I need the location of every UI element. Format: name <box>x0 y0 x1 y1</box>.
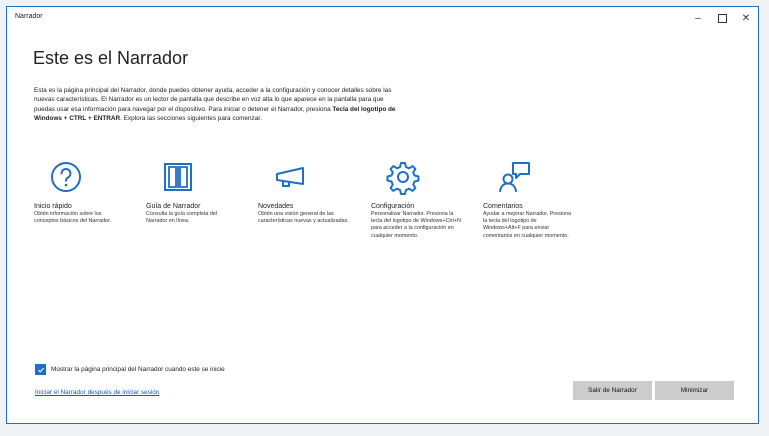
show-home-on-start-option <box>35 364 225 375</box>
feature-title: Configuración <box>371 203 415 210</box>
feature-whats-new[interactable] <box>258 157 350 225</box>
question-circle-icon <box>46 157 86 197</box>
feature-quick-start[interactable] <box>34 157 126 225</box>
show-home-checkbox-label: Mostrar la página principal del Narrador cuando este se inicie <box>51 366 225 373</box>
feature-title: Comentarios <box>483 203 523 210</box>
page-title: Este es el Narrador <box>33 48 189 68</box>
feature-title: Guía de Narrador <box>146 203 201 210</box>
close-icon: ✕ <box>741 12 751 24</box>
minimize-icon: – <box>695 12 701 24</box>
feature-feedback[interactable] <box>483 157 575 240</box>
show-home-checkbox[interactable] <box>35 364 46 375</box>
minimize-window-button[interactable] <box>686 10 710 26</box>
title-bar <box>7 7 758 29</box>
intro-shortcut: Tecla del logotipo de Windows + CTRL + ENTRAR <box>34 105 396 123</box>
checkmark-icon <box>37 366 45 374</box>
feature-description: Obtén información sobre los conceptos básicos del Narrador. <box>34 211 112 225</box>
maximize-icon <box>718 14 727 23</box>
close-window-button[interactable] <box>734 10 758 26</box>
feature-title: Inicio rápido <box>34 203 72 210</box>
minimize-button[interactable]: Minimizar <box>655 381 734 400</box>
start-after-signin-link[interactable]: Iniciar el Narrador después de iniciar sesión <box>35 389 160 396</box>
feature-settings[interactable] <box>371 157 463 240</box>
feature-description: Obtén una visión general de las características nuevas y actualizadas. <box>258 211 349 225</box>
feature-title: Novedades <box>258 203 294 210</box>
narrator-window <box>6 6 759 424</box>
feature-narrator-guide[interactable] <box>146 157 238 225</box>
exit-narrator-button[interactable]: Salir de Narrador <box>573 381 652 400</box>
feedback-person-icon <box>495 157 535 197</box>
feature-sections <box>34 157 674 267</box>
intro-paragraph <box>34 86 399 124</box>
gear-icon <box>383 157 423 197</box>
maximize-window-button[interactable] <box>710 10 734 26</box>
intro-tail: . Explora las secciones siguientes para comenzar. <box>120 115 262 123</box>
window-title: Narrador <box>15 13 43 20</box>
feature-description: Ayudar a mejorar Narrador. Presiona la tecla del logotipo de Windows+Alt+F para enviar comentarios en cualquier momento. <box>483 211 571 239</box>
book-icon <box>158 157 198 197</box>
intro-text: Esta es la página principal del Narrador, donde puedes obtener ayuda, acceder a la configuración y conocer detalles sobre las nuevas características. El Narrador es un lector de pantalla que describe en voz alta lo que aparece en la pantalla para que puedas usar esa información para navegar por el dispositivo. Para iniciar o detener el Narrador, presiona <box>34 87 392 113</box>
feature-description: Personalizar Narrador. Presiona la tecla del logotipo de Windows+Ctrl+N para acceder a la configuración en cualquier momento. <box>371 211 461 239</box>
megaphone-icon <box>270 157 310 197</box>
feature-description: Consulta la guía completa del Narrador en línea. <box>146 211 218 225</box>
